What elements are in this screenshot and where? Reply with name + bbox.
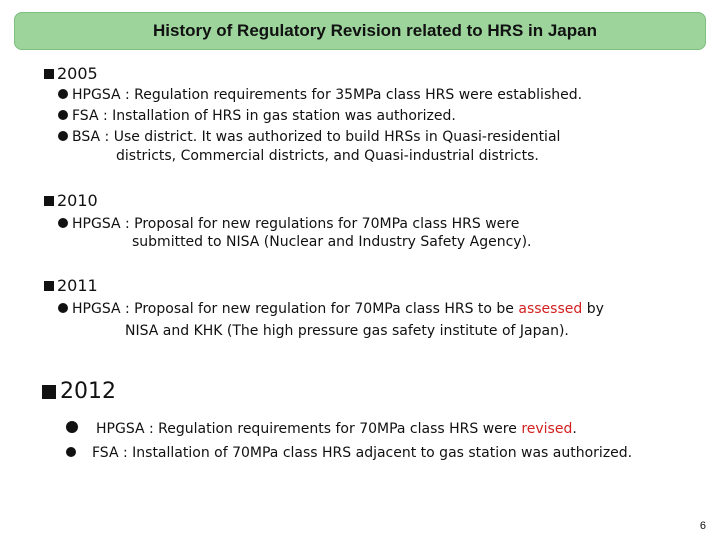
year-label: 2011	[57, 276, 98, 295]
square-bullet-icon	[42, 385, 56, 399]
year-label: 2005	[57, 64, 98, 83]
year-heading-2005	[44, 64, 98, 83]
list-item: HPGSA : Proposal for new regulations for 70MPa class HRS were	[58, 215, 519, 234]
year-label: 2010	[57, 191, 98, 210]
bullet-dot-icon	[66, 447, 76, 457]
list-item: BSA : Use district. It was authorized to build HRSs in Quasi-residential	[58, 128, 560, 147]
title-bar	[14, 12, 706, 50]
page-title: History of Regulatory Revision related to HRS in Japan	[153, 21, 597, 40]
list-item: FSA : Installation of HRS in gas station was authorized.	[58, 107, 456, 126]
year-heading-2010	[44, 191, 98, 210]
list-item-continuation: districts, Commercial districts, and Quasi-industrial districts.	[116, 148, 539, 164]
list-item-continuation: submitted to NISA (Nuclear and Industry Safety Agency).	[132, 234, 532, 250]
bullet-dot-icon	[58, 303, 68, 313]
year-heading-2011	[44, 276, 98, 295]
square-bullet-icon	[44, 281, 54, 291]
bullet-dot-icon	[58, 110, 68, 120]
bullet-dot-icon	[58, 131, 68, 141]
year-label: 2012	[60, 379, 116, 404]
highlight-text: revised	[521, 421, 573, 437]
list-item-continuation: NISA and KHK (The high pressure gas safety institute of Japan).	[125, 323, 569, 339]
square-bullet-icon	[44, 196, 54, 206]
page-number: 6	[699, 520, 706, 532]
list-item: HPGSA : Proposal for new regulation for 70MPa class HRS to be assessed by	[58, 300, 604, 319]
bullet-dot-icon	[66, 421, 78, 433]
highlight-text: assessed	[518, 301, 583, 317]
bullet-dot-icon	[58, 89, 68, 99]
square-bullet-icon	[44, 69, 54, 79]
list-item: FSA : Installation of 70MPa class HRS adjacent to gas station was authorized.	[66, 444, 632, 463]
bullet-dot-icon	[58, 218, 68, 228]
year-heading-2012	[42, 379, 116, 404]
list-item: HPGSA : Regulation requirements for 70MPa class HRS were revised.	[66, 420, 577, 439]
list-item: HPGSA : Regulation requirements for 35MPa class HRS were established.	[58, 86, 582, 105]
